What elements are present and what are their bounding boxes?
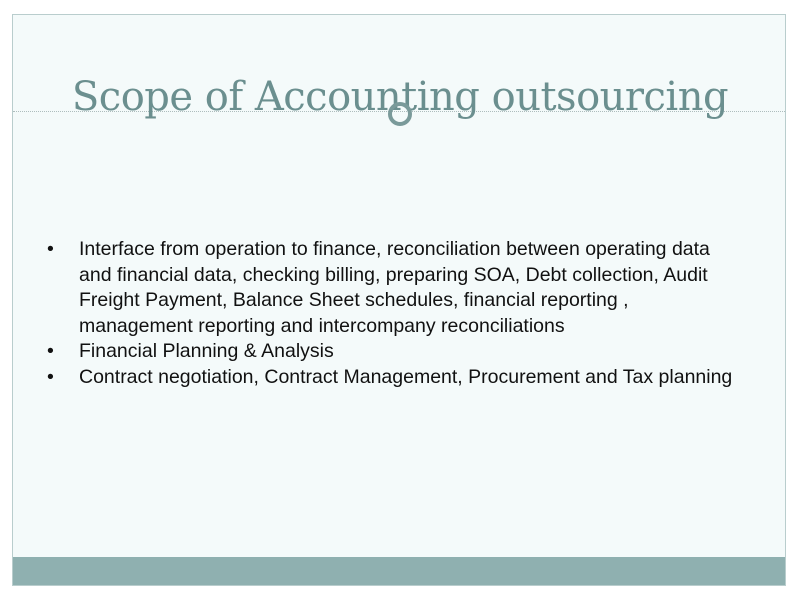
bullet-item bbox=[47, 365, 747, 391]
slide-title: Scope of Accounting outsourcing bbox=[71, 74, 729, 120]
bullet-icon: • bbox=[47, 365, 54, 388]
bullet-icon: • bbox=[47, 238, 54, 260]
bullet-text: Contract negotiation, Contract Management, Procurement and Tax planning bbox=[79, 365, 733, 388]
bullet-icon: • bbox=[47, 340, 54, 362]
bullet-item bbox=[47, 237, 747, 339]
bullet-list bbox=[47, 237, 747, 390]
bullet-item bbox=[47, 339, 747, 365]
bullet-text: Interface from operation to finance, reconciliation between operating data and financial data, checking billing, preparing SOA, Debt collection, Audit Freight Payment, Balance Sheet schedules, financial reporting , management reporting and intercompany reconciliations bbox=[79, 238, 710, 337]
bullet-text: Financial Planning & Analysis bbox=[79, 340, 334, 362]
ring-ornament-icon bbox=[388, 102, 412, 126]
slide bbox=[12, 14, 786, 586]
footer-bar bbox=[13, 557, 786, 585]
